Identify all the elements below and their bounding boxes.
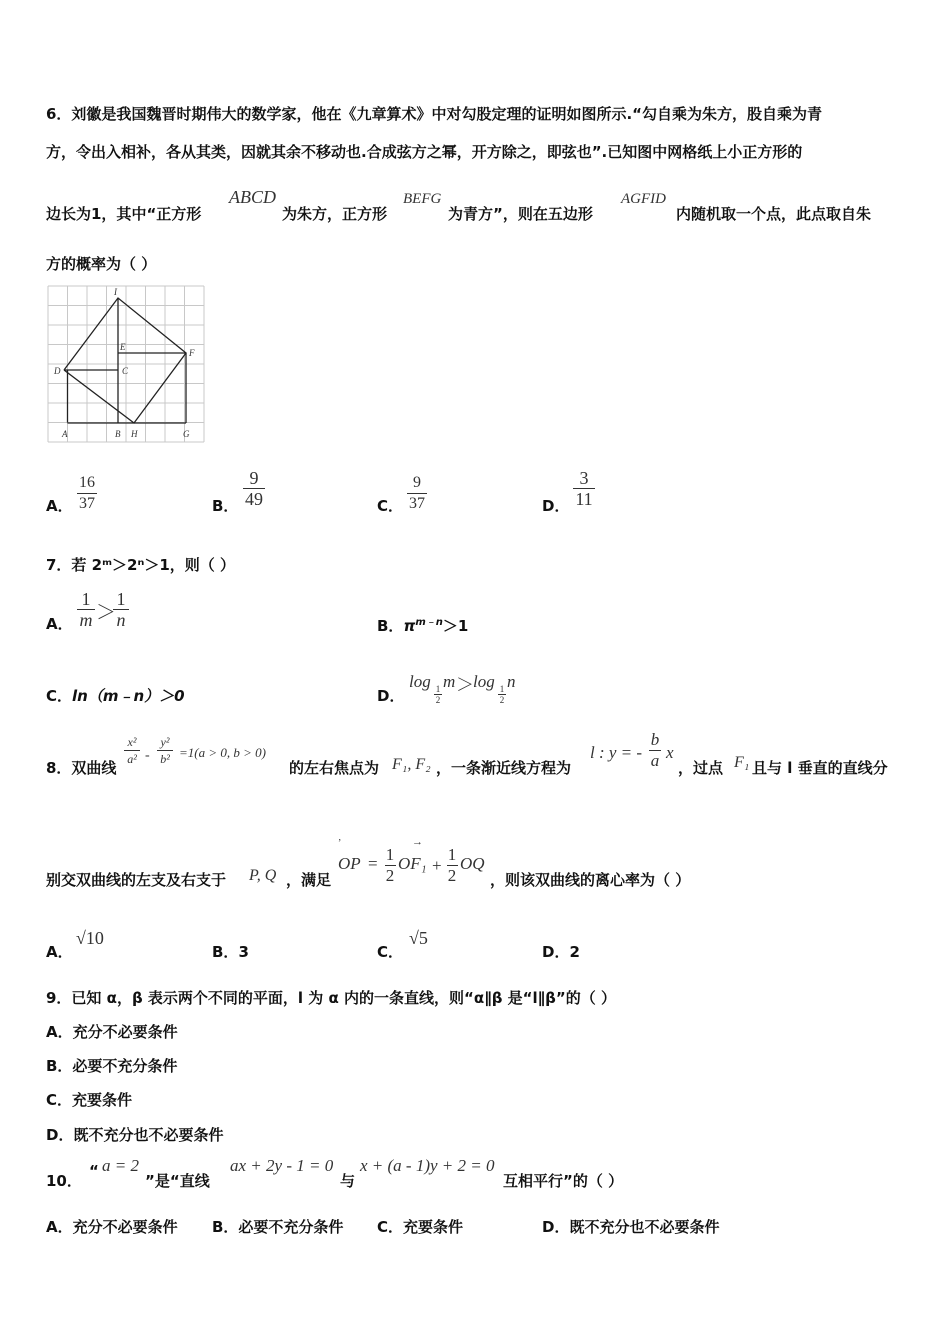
q8-option-a-value: √10 — [76, 928, 104, 948]
q8-vec-oq: OQ — [460, 854, 485, 873]
q7-option-d-label: D． — [377, 687, 405, 705]
q6-agfid: AGFID — [621, 191, 666, 207]
q6-option-a-label: A． — [46, 497, 73, 515]
q7-option-a-left — [76, 589, 96, 630]
q8-half-2 — [446, 845, 458, 886]
q6-abcd: ABCD — [229, 187, 276, 207]
q7-option-d-log1: log — [409, 672, 431, 691]
q7-stem: 7．若 2ᵐ＞2ⁿ＞1，则（ ） — [46, 556, 235, 574]
frac-num: 1 — [447, 845, 457, 864]
q7-option-b-base: π — [403, 617, 416, 635]
q8-mid2: ，一条渐近线方程为 — [436, 759, 572, 777]
frac-num: 3 — [579, 468, 589, 488]
frac-num: 9 — [413, 474, 421, 491]
q7-option-d-m: m — [443, 672, 456, 691]
frac-num: 1 — [385, 845, 395, 864]
frac-num: 16 — [79, 474, 95, 491]
q9-stem: 9．已知 α，β 表示两个不同的平面，l 为 α 内的一条直线，则“α∥β 是“l∥β”的（ ） — [46, 989, 616, 1007]
q8-y2-over-b2 — [156, 734, 174, 767]
q8-cond: =1(a > 0, b > 0) — [179, 745, 266, 760]
q7-option-b-tail: ＞1 — [442, 617, 469, 635]
q6-option-d-label: D． — [542, 497, 570, 515]
frac-den: a² — [127, 752, 137, 766]
label-g: G — [183, 429, 190, 439]
q10-cond: a = 2 — [102, 1156, 139, 1175]
q6-line3-d: 内随机取一个点，此点取自朱 — [676, 205, 872, 223]
q8-minus: - — [145, 748, 150, 763]
q7-option-d-base2 — [498, 684, 506, 705]
q8-option-b — [212, 941, 249, 962]
q8-half-1 — [384, 845, 396, 886]
q10-mid2: 与 — [340, 1172, 356, 1190]
q6-line4: 方的概率为（ ） — [46, 255, 157, 273]
label-i: I — [114, 287, 117, 297]
q6-line3-b: 为朱方，正方形 — [282, 205, 388, 223]
q8-asym-x: x — [666, 743, 674, 762]
q8-asym-l: l : y = - — [590, 743, 643, 762]
frac-den: a — [650, 751, 660, 770]
frac-num: 9 — [249, 468, 259, 488]
q8-option-a-label: A． — [46, 943, 73, 961]
q6-line3-c: 为青方”，则在五边形 — [448, 205, 593, 223]
q6-option-c-fraction — [406, 473, 428, 514]
q8-vec-op: ʼ OP — [338, 838, 361, 873]
q6-option-c-label: C． — [377, 497, 404, 515]
q8-eq: = — [368, 854, 378, 873]
q10-label: 10． — [46, 1172, 82, 1190]
q9-option-d: D．既不充分也不必要条件 — [46, 1126, 224, 1144]
q8-mid1: 的左右焦点为 — [289, 759, 380, 777]
frac-den: 11 — [575, 489, 593, 509]
frac-den: 49 — [245, 489, 263, 509]
q6-option-d-fraction — [572, 468, 596, 509]
label-b: B — [115, 429, 121, 439]
figure-lines — [64, 298, 186, 423]
q8-foci: F₁, F₂ — [392, 756, 431, 773]
vec-of1-text: OF₁ — [398, 854, 427, 873]
frac-den: 37 — [409, 495, 425, 512]
q10-line2: x + (a - 1)y + 2 = 0 — [360, 1156, 495, 1175]
q8-option-b-value: 3 — [238, 943, 249, 961]
label-h: H — [131, 429, 138, 439]
q6-line2: 方，令出入相补，各从其类，因就其余不移动也.合成弦方之幂，开方除之，即弦也”.已知图中网格纸上小正方形的 — [46, 143, 803, 161]
base-num: 1 — [499, 684, 505, 694]
q7-option-c — [46, 685, 185, 706]
q8-option-c-value: √5 — [409, 928, 428, 948]
q8-vec-of1: → OF₁ — [398, 836, 427, 873]
q10-option-d: D．既不充分也不必要条件 — [542, 1218, 720, 1236]
label-d: D — [54, 366, 61, 376]
frac-num: 1 — [116, 589, 126, 609]
q6-option-a-fraction — [76, 473, 98, 514]
label-c: C — [122, 366, 129, 376]
q8-option-d-label: D． — [542, 943, 570, 961]
q8-mid4: 且与 l 垂直的直线分 — [752, 759, 888, 777]
q6-figure — [46, 284, 208, 444]
q6-option-b-label: B． — [212, 497, 239, 515]
frac-den: 37 — [79, 495, 95, 512]
q9-option-a: A．充分不必要条件 — [46, 1023, 178, 1041]
q9-option-b: B．必要不充分条件 — [46, 1057, 178, 1075]
q8-option-b-label: B． — [212, 943, 239, 961]
q8-label: 8．双曲线 — [46, 759, 117, 777]
frac-den: 2 — [385, 866, 395, 885]
q6-option-b-fraction — [242, 468, 266, 509]
q7-option-d-gt: ＞ — [456, 675, 474, 695]
q6-line3-a: 边长为1，其中“正方形 — [46, 205, 202, 223]
vec-op-text: OP — [338, 854, 361, 873]
q8-option-c-label: C． — [377, 943, 404, 961]
q8-plus: + — [432, 856, 442, 875]
q10-mid1: ”是“直线 — [145, 1172, 210, 1190]
q6-befg: BEFG — [403, 191, 442, 207]
q7-option-c-label: C． — [46, 687, 73, 705]
q7-option-b-exp: m﹣n — [415, 617, 443, 628]
q10-option-c: C．充要条件 — [377, 1218, 464, 1236]
q7-option-d-n: n — [507, 672, 516, 691]
frac-num: b — [650, 730, 660, 749]
q9-option-c: C．充要条件 — [46, 1091, 133, 1109]
q8-asym-frac — [648, 730, 662, 771]
label-e: E — [120, 342, 126, 352]
q7-option-a-gt: ＞ — [96, 602, 116, 624]
base-den: 2 — [499, 695, 505, 705]
q8-pq: P, Q — [249, 867, 277, 884]
frac-den: n — [116, 610, 126, 630]
q10-open-quote: “ — [89, 1162, 99, 1180]
figure-grid — [48, 286, 204, 442]
q7-option-b — [377, 613, 468, 636]
q10-option-a: A．充分不必要条件 — [46, 1218, 178, 1236]
q10-tail: 互相平行”的（ ） — [503, 1172, 624, 1190]
q8-mid3: ，过点 — [678, 759, 724, 777]
q8-line2-a: 别交双曲线的左支及右支于 — [46, 871, 227, 889]
q7-option-a-right — [112, 589, 130, 630]
frac-num: y² — [160, 735, 170, 749]
base-den: 2 — [435, 695, 441, 705]
q8-line2-c: ，则该双曲线的离心率为（ ） — [490, 871, 691, 889]
q6-line1: 6．刘徽是我国魏晋时期伟大的数学家，他在《九章算术》中对勾股定理的证明如图所示.“勾自乘为朱方，股自乘为青 — [46, 105, 822, 123]
q7-option-b-label: B． — [377, 617, 404, 635]
q7-option-d-base1 — [434, 684, 442, 705]
q8-line2-b: ，满足 — [286, 871, 332, 889]
q7-option-a-label: A． — [46, 615, 73, 633]
base-num: 1 — [435, 684, 441, 694]
frac-den: b² — [160, 752, 170, 766]
frac-den: m — [79, 610, 93, 630]
label-f: F — [189, 348, 195, 358]
q8-option-d-value: 2 — [569, 943, 580, 961]
frac-num: x² — [127, 735, 137, 749]
q7-option-d-log2: log — [473, 672, 495, 691]
q10-option-b: B．必要不充分条件 — [212, 1218, 344, 1236]
frac-den: 2 — [447, 866, 457, 885]
q8-x2-over-a2 — [123, 734, 141, 767]
q8-option-d — [542, 941, 580, 962]
q10-line1: ax + 2y - 1 = 0 — [230, 1156, 334, 1175]
frac-num: 1 — [81, 589, 91, 609]
q8-f1: F₁ — [734, 754, 750, 771]
label-a: A — [62, 429, 68, 439]
q7-option-c-text: ln（m﹣n）＞0 — [72, 687, 185, 705]
